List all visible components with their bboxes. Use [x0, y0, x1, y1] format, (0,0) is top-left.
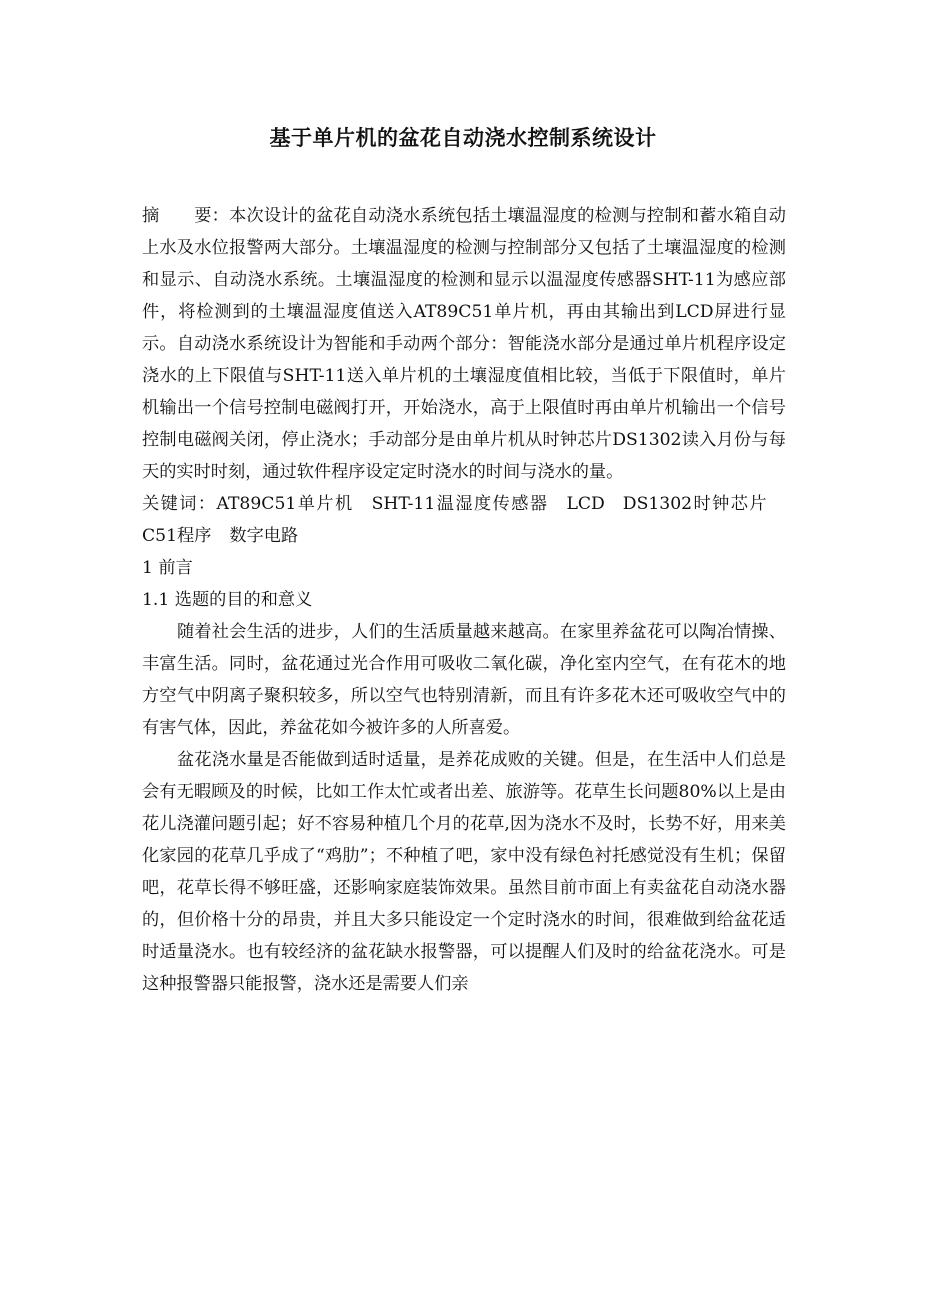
- keywords: [142, 488, 786, 552]
- keyword-item: C51程序: [142, 526, 212, 546]
- body-paragraph: 随着社会生活的进步，人们的生活质量越来越高。在家里养盆花可以陶冶情操、丰富生活。同时，盆花通过光合作用可吸收二氧化碳，净化室内空气，在有花木的地方空气中阴离子聚积较多，所以空气也特别清新，而且有许多花木还可吸收空气中的有害气体，因此，养盆花如今被许多的人所喜爱。: [142, 622, 786, 738]
- keyword-item: SHT-11温湿度传感器: [371, 494, 549, 514]
- keyword-item: AT89C51单片机: [216, 494, 354, 514]
- keyword-item: DS1302时钟芯片: [622, 494, 768, 514]
- document-title: 基于单片机的盆花自动浇水控制系统设计: [269, 126, 657, 150]
- document-body: [142, 200, 786, 1000]
- keyword-item: 数字电路: [229, 526, 299, 546]
- subsection-heading: 1.1 选题的目的和意义: [142, 590, 313, 610]
- keyword-item: LCD: [566, 494, 605, 514]
- keywords-label: 关键词：: [142, 494, 217, 514]
- abstract: [142, 200, 786, 488]
- body-paragraph: 盆花浇水量是否能做到适时适量，是养花成败的关键。但是，在生活中人们总是会有无暇顾及的时候，比如工作太忙或者出差、旅游等。花草生长问题80%以上是由花儿浇灌问题引起；好不容易种植几个月的花草,因为浇水不及时，长势不好，用来美化家园的花草几乎成了“鸡肋”；不种植了吧，家中没有绿色衬托感觉没有生机；保留吧，花草长得不够旺盛，还影响家庭装饰效果。虽然目前市面上有卖盆花自动浇水器的，但价格十分的昂贵，并且大多只能设定一个定时浇水的时间，很难做到给盆花适时适量浇水。也有较经济的盆花缺水报警器，可以提醒人们及时的给盆花浇水。可是这种报警器只能报警，浇水还是需要人们亲: [142, 750, 786, 994]
- abstract-text: 本次设计的盆花自动浇水系统包括土壤温湿度的检测与控制和蓄水箱自动上水及水位报警两大部分。土壤温湿度的检测与控制部分又包括了土壤温湿度的检测和显示、自动浇水系统。土壤温湿度的检测和显示以温湿度传感器SHT-11为感应部件，将检测到的土壤温湿度值送入AT89C51单片机，再由其输出到LCD屏进行显示。自动浇水系统设计为智能和手动两个部分：智能浇水部分是通过单片机程序设定浇水的上下限值与SHT-11送入单片机的土壤湿度值相比较，当低于下限值时，单片机输出一个信号控制电磁阀打开，开始浇水，高于上限值时再由单片机输出一个信号控制电磁阀关闭，停止浇水；手动部分是由单片机从时钟芯片DS1302读入月份与每天的实时时刻，通过软件程序设定定时浇水的时间与浇水的量。: [142, 206, 786, 482]
- section-heading: 1 前言: [142, 558, 193, 578]
- abstract-label: 摘 要：: [142, 206, 230, 226]
